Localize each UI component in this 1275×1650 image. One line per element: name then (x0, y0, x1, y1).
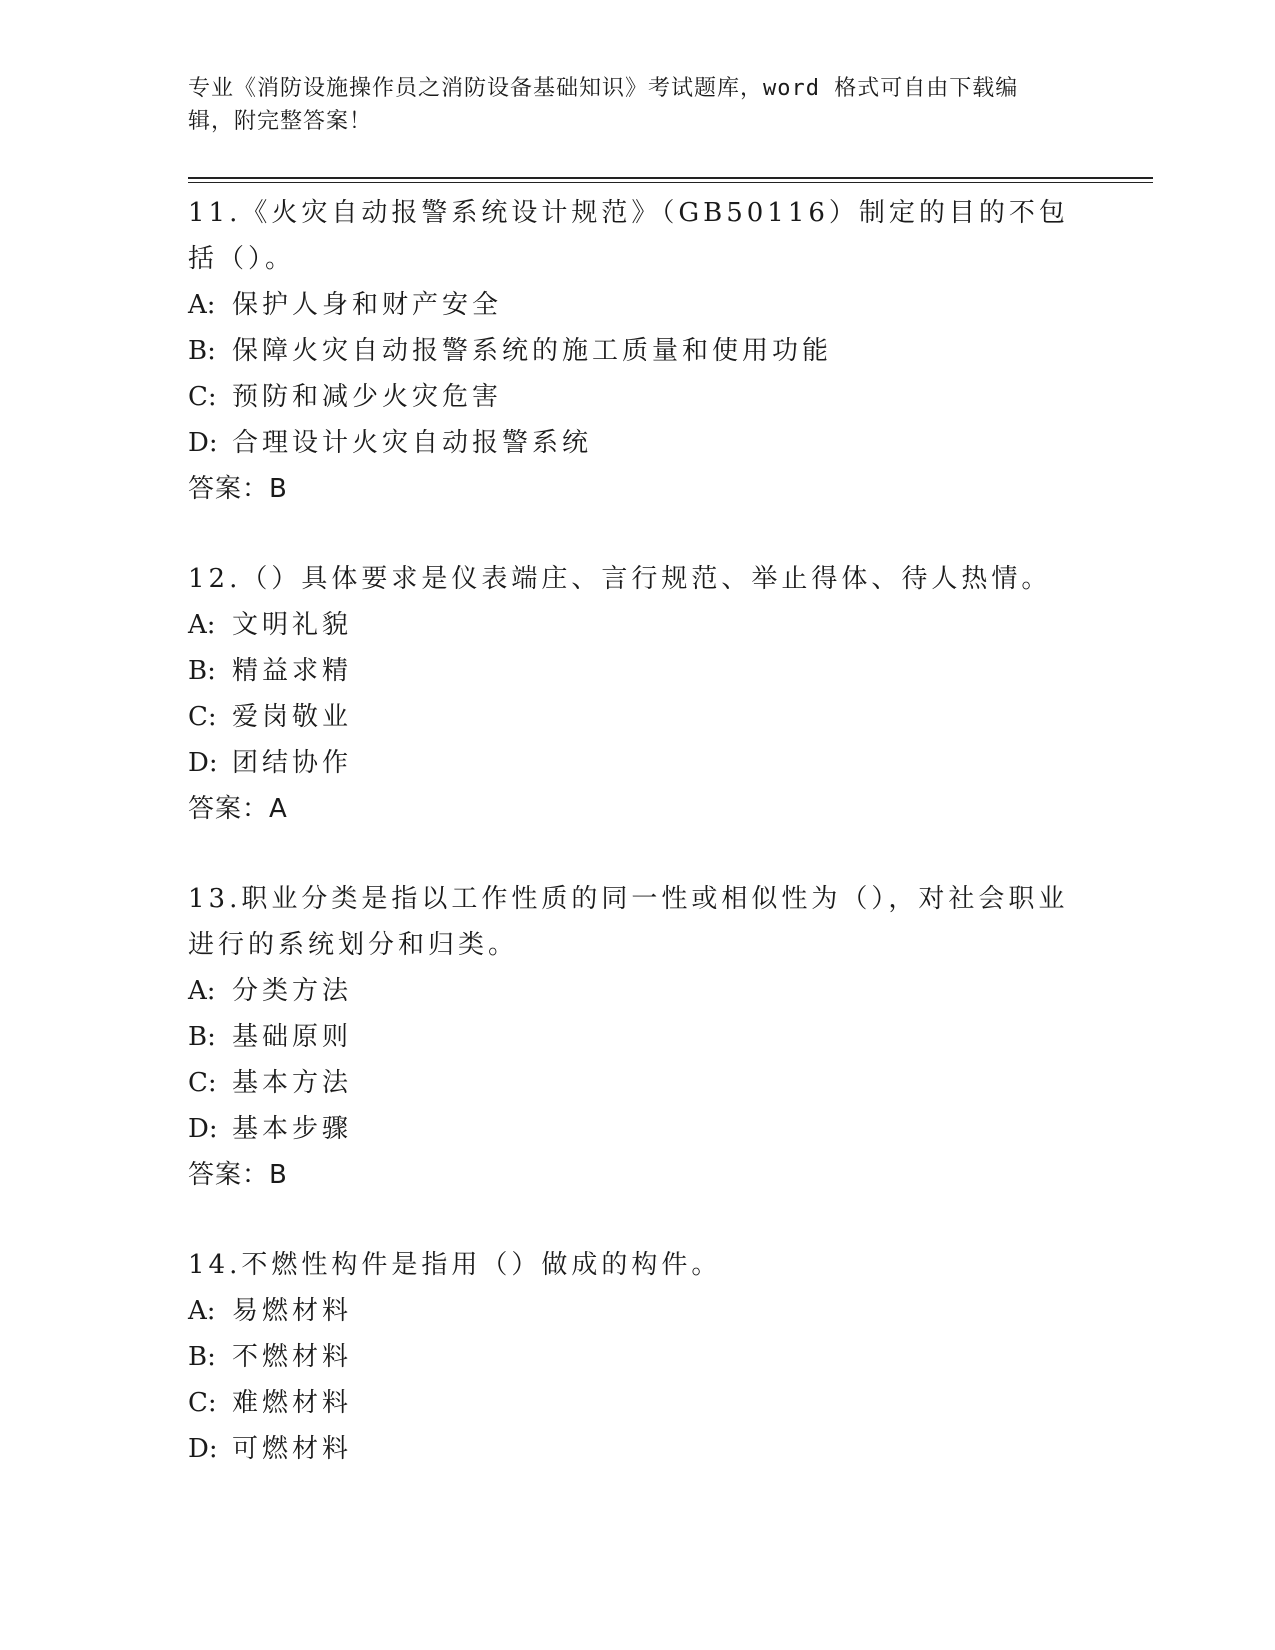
option-b (188, 648, 1088, 694)
option-d (188, 1106, 1088, 1152)
option-text: 可燃材料 (232, 1434, 353, 1464)
option-b (188, 328, 1088, 374)
option-text: 预防和减少火灾危害 (232, 382, 503, 412)
option-b (188, 1334, 1088, 1380)
option-letter: A: (188, 610, 216, 640)
option-text: 爱岗敬业 (232, 702, 353, 732)
option-d (188, 740, 1088, 786)
option-text: 不燃材料 (232, 1342, 353, 1372)
option-text: 精益求精 (232, 656, 353, 686)
option-a (188, 968, 1088, 1014)
option-letter: B: (188, 1022, 216, 1052)
option-text: 分类方法 (232, 976, 353, 1006)
option-text: 合理设计火灾自动报警系统 (232, 428, 593, 458)
question-list (188, 190, 1088, 1472)
option-c (188, 694, 1088, 740)
option-letter: A: (188, 976, 216, 1006)
answer-line: 答案：B (188, 474, 288, 504)
option-letter: B: (188, 656, 216, 686)
answer-line: 答案：B (188, 1160, 288, 1190)
option-letter: D: (188, 1114, 218, 1144)
option-text: 易燃材料 (232, 1296, 353, 1326)
option-text: 基本方法 (232, 1068, 353, 1098)
option-text: 基础原则 (232, 1022, 353, 1052)
option-letter: D: (188, 428, 218, 458)
option-text: 团结协作 (232, 748, 353, 778)
option-letter: D: (188, 1434, 218, 1464)
question-text: 13.职业分类是指以工作性质的同一性或相似性为（），对社会职业进行的系统划分和归类。 (188, 884, 1069, 960)
option-c (188, 1060, 1088, 1106)
option-text: 保障火灾自动报警系统的施工质量和使用功能 (232, 336, 833, 366)
answer-line: 答案：A (188, 794, 288, 824)
question-12 (188, 556, 1088, 832)
option-a (188, 282, 1088, 328)
option-c (188, 1380, 1088, 1426)
option-a (188, 1288, 1088, 1334)
option-c (188, 374, 1088, 420)
question-text: 11.《火灾自动报警系统设计规范》（GB50116）制定的目的不包括（）。 (188, 198, 1069, 274)
question-13 (188, 876, 1088, 1198)
option-letter: A: (188, 290, 216, 320)
option-text: 文明礼貌 (232, 610, 353, 640)
question-11 (188, 190, 1088, 512)
option-letter: B: (188, 1342, 216, 1372)
option-letter: C: (188, 1068, 217, 1098)
question-text: 12.（）具体要求是仪表端庄、言行规范、举止得体、待人热情。 (188, 564, 1052, 594)
question-text: 14.不燃性构件是指用（）做成的构件。 (188, 1250, 722, 1280)
header-line-1: 专业《消防设施操作员之消防设备基础知识》考试题库，word 格式可自由下载编 (188, 76, 1019, 101)
option-letter: A: (188, 1296, 216, 1326)
option-text: 难燃材料 (232, 1388, 353, 1418)
option-letter: B: (188, 336, 216, 366)
option-b (188, 1014, 1088, 1060)
option-letter: C: (188, 1388, 217, 1418)
document-header (188, 72, 1088, 138)
header-line-2: 辑，附完整答案！ (188, 109, 373, 134)
option-d (188, 420, 1088, 466)
option-text: 基本步骤 (232, 1114, 353, 1144)
option-d (188, 1426, 1088, 1472)
option-letter: C: (188, 382, 217, 412)
header-divider-thin (188, 182, 1153, 183)
option-letter: C: (188, 702, 217, 732)
option-text: 保护人身和财产安全 (232, 290, 503, 320)
option-letter: D: (188, 748, 218, 778)
header-divider-thick (188, 177, 1153, 179)
option-a (188, 602, 1088, 648)
question-14 (188, 1242, 1088, 1472)
